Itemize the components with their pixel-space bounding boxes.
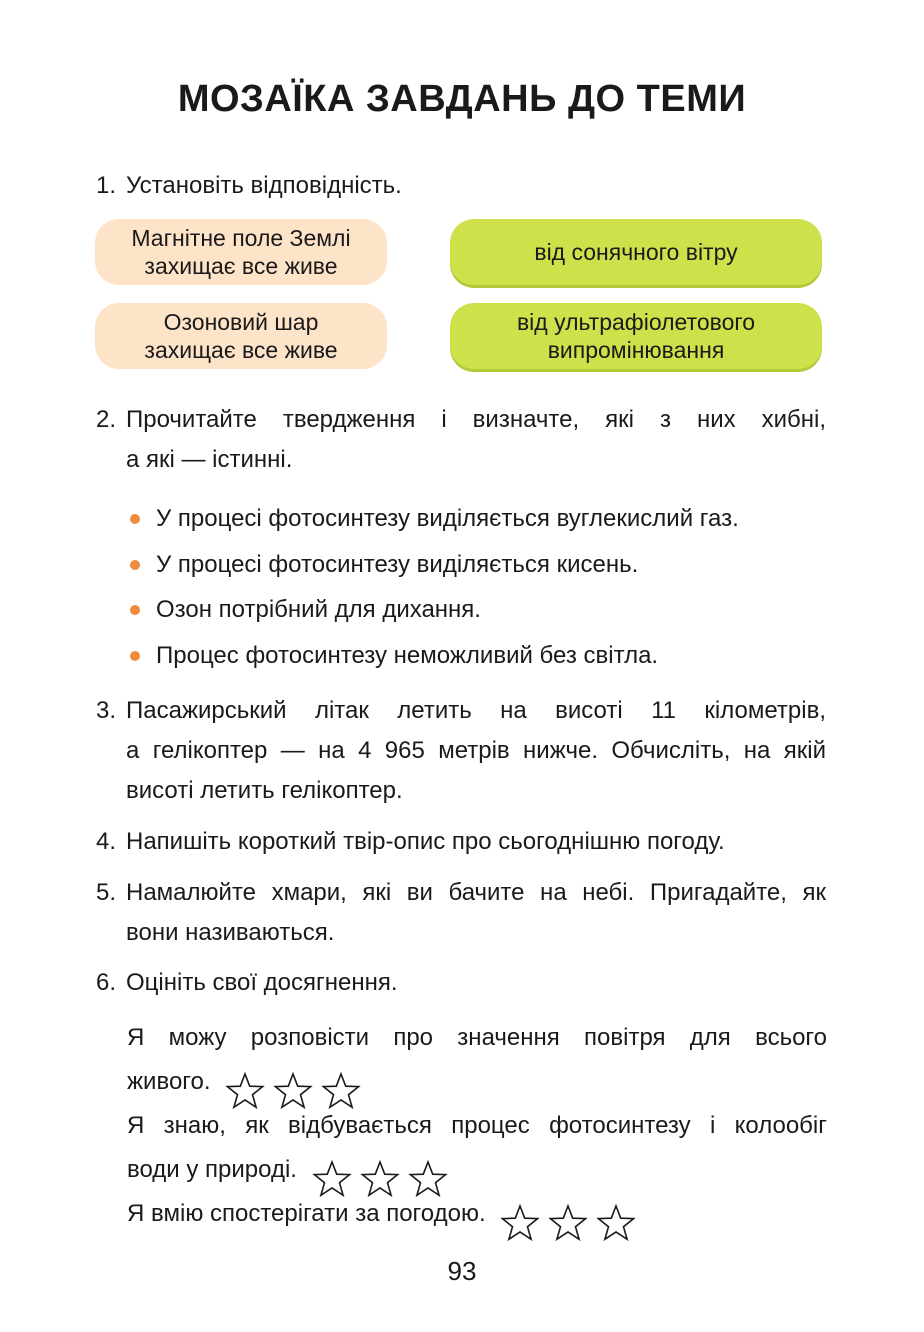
matching-left-item-2 (95, 303, 387, 369)
achievement-text-line: Я можу розповісти про значення повітря для всього (127, 1024, 827, 1051)
task-text-line: Намалюйте хмари, які ви бачите на небі. Пригадайте, як (126, 879, 826, 906)
task-text-line: висоті летить гелікоптер. (126, 777, 403, 804)
matching-right-item-2 (450, 303, 822, 369)
task-number: 6. (96, 969, 117, 996)
achievement-text-line: Я вмію спостерігати за погодою. (127, 1200, 486, 1227)
task-3 (96, 691, 826, 811)
achievement-3 (127, 1192, 827, 1244)
task-text: Напишіть короткий твір-опис про сьогоднішню погоду. (126, 828, 725, 855)
achievement-text-line: Я знаю, як відбувається процес фотосинтезу і колообіг (127, 1112, 827, 1139)
matching-text: від ультрафіолетового (516, 309, 756, 335)
matching-text: від сонячного вітру (534, 239, 738, 265)
matching-text: Озоновий шар (163, 309, 319, 335)
task-text-line: Прочитайте твердження і визначте, які з них хибні, (126, 406, 826, 433)
task-text-line: а які — істинні. (126, 446, 293, 473)
statement-text: У процесі фотосинтезу виділяється кисень. (156, 550, 639, 578)
list-item (128, 542, 848, 588)
task-text: Оцініть свої досягнення. (126, 969, 398, 996)
task-5 (96, 873, 826, 953)
task-number: 5. (96, 879, 117, 906)
task-number: 3. (96, 697, 117, 724)
task-text: Установіть відповідність. (126, 172, 402, 199)
page-number: 93 (447, 1256, 477, 1286)
star-rating[interactable] (500, 1200, 644, 1244)
bullet-dot-icon (130, 651, 140, 661)
task-number: 1. (96, 172, 117, 199)
matching-text: захищає все живе (144, 337, 338, 363)
achievement-text-line: живого. (127, 1068, 211, 1095)
task-6 (96, 963, 826, 1003)
task-number: 4. (96, 828, 117, 855)
star-icon[interactable] (500, 1203, 540, 1243)
task-2 (96, 400, 826, 480)
list-item (128, 587, 848, 633)
achievement-1 (127, 1016, 827, 1112)
bullet-dot-icon (130, 605, 140, 615)
task-text-line: Пасажирський літак летить на висоті 11 кілометрів, (126, 697, 826, 724)
task-text-line: вони називаються. (126, 919, 335, 946)
bullet-dot-icon (130, 560, 140, 570)
statements-list (128, 496, 848, 678)
star-icon[interactable] (548, 1203, 588, 1243)
statement-text: Озон потрібний для дихання. (156, 596, 481, 623)
task-number: 2. (96, 406, 117, 433)
matching-text: Магнітне поле Землі (131, 225, 351, 251)
matching-left-item-1 (95, 219, 387, 285)
achievement-2 (127, 1104, 827, 1200)
star-icon[interactable] (596, 1203, 636, 1243)
achievement-text-line: води у природі. (127, 1156, 297, 1183)
task-text-line: а гелікоптер — на 4 965 метрів нижче. Обчисліть, на якій (126, 737, 826, 764)
task-4 (96, 822, 826, 862)
list-item (128, 633, 848, 679)
task-1 (96, 166, 826, 206)
matching-right-item-1 (450, 219, 822, 285)
list-item (128, 496, 848, 542)
statement-text: У процесі фотосинтезу виділяється вуглекислий газ. (156, 505, 739, 532)
matching-text: випромінювання (547, 337, 725, 363)
bullet-dot-icon (130, 514, 140, 524)
statement-text: Процес фотосинтезу неможливий без світла. (156, 641, 659, 669)
page-title: МОЗАЇКА ЗАВДАНЬ ДО ТЕМИ (177, 78, 747, 120)
matching-text: захищає все живе (144, 253, 338, 279)
